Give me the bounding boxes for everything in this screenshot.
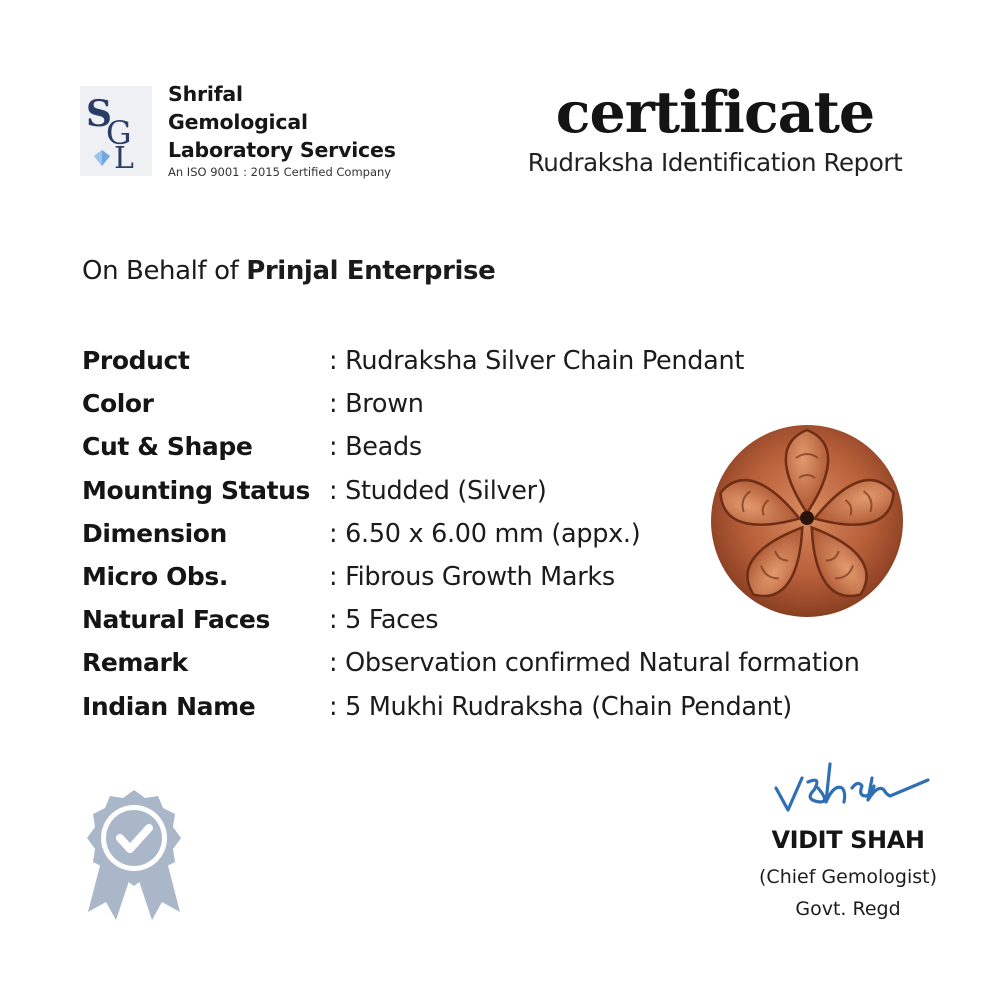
detail-label: Remark [82,648,188,678]
detail-label: Cut & Shape [82,432,253,462]
certificate-title: certificate [555,79,875,146]
detail-value: : Rudraksha Silver Chain Pendant [329,346,745,376]
on-behalf-line [82,256,495,286]
detail-value: : Beads [329,432,422,463]
company-logo [80,86,152,176]
company-name-line-2: Gemological [168,110,308,134]
detail-value: : 6.50 x 6.00 mm (appx.) [329,518,641,549]
signatory-registration: Govt. Regd [795,898,901,920]
detail-label: Micro Obs. [82,561,229,591]
rudraksha-bead-image [704,418,910,624]
svg-text:S: S [86,93,112,135]
sgl-logo-icon [80,86,152,176]
detail-value: : Observation confirmed Natural formation [329,648,860,679]
client-name: Prinjal Enterprise [246,256,496,286]
verified-rosette-badge [80,788,188,924]
detail-value: : Studded (Silver) [329,475,547,506]
signatory-role: (Chief Gemologist) [759,866,937,888]
svg-text:G: G [106,114,132,152]
handwritten-signature [768,758,934,820]
detail-label: Product [82,346,190,375]
rudraksha-bead-icon [704,418,910,624]
detail-value: : Fibrous Growth Marks [329,561,615,592]
signatory-name: VIDIT SHAH [771,826,925,854]
detail-label: Mounting Status [82,475,311,505]
company-name-line-1: Shrifal [168,82,243,106]
signature-icon [768,758,934,820]
company-name-line-3: Laboratory Services [168,138,396,162]
detail-value: : Brown [329,389,424,420]
detail-value: : 5 Mukhi Rudraksha (Chain Pendant) [329,691,792,722]
detail-label: Color [82,389,154,419]
detail-value: : 5 Faces [329,605,439,636]
iso-certification-text: An ISO 9001 : 2015 Certified Company [168,165,392,179]
detail-label: Indian Name [82,691,256,721]
detail-label: Dimension [82,518,227,548]
company-name-block [168,80,396,179]
svg-text:L: L [114,141,134,176]
detail-label: Natural Faces [82,605,270,635]
verified-rosette-icon [80,788,188,924]
certificate-subtitle: Rudraksha Identification Report [527,148,903,177]
on-behalf-prefix: On Behalf of [82,256,247,286]
